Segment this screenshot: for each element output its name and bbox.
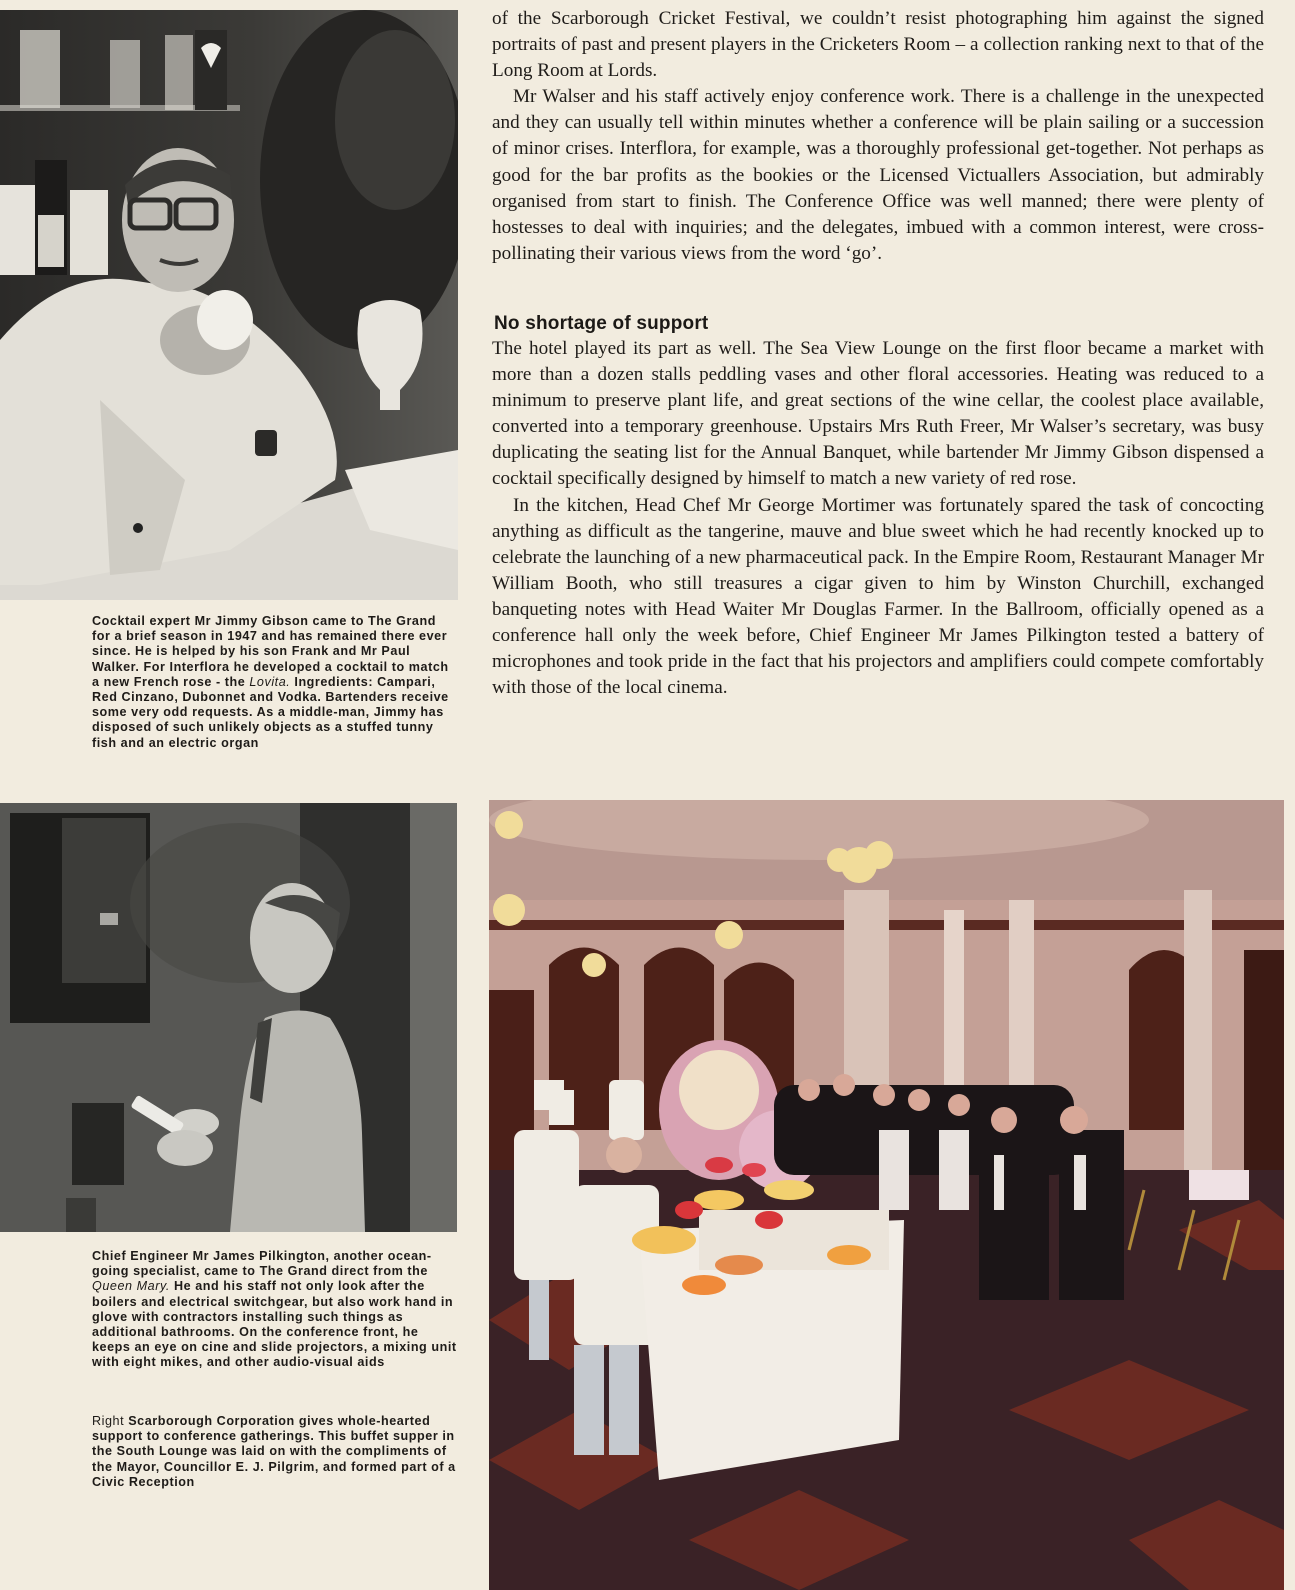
article-paragraph: In the kitchen, Head Chef Mr George Mortimer was fortunately spared the task of concocting anything as difficult as the tangerine, mauve and blue sweet which he had recently knocked up to celebrate the launching of a new pharmaceutical pack. In the Empire Room, Restaurant Manager Mr William Booth, who still treasures a cigar given to him by Winston Churchill, exchanged banqueting notes with Head Waiter Mr Douglas Farmer. In the Ballroom, officially opened as a conference hall only the week before, Chief Engineer Mr James Pilkington tested a battery of microphones and took pride in the fact that his projectors and amplifiers could compete comfortably with those of the local cinema.	[492, 494, 1264, 699]
caption-buffet-lead: Right	[92, 1414, 125, 1428]
caption-bartender	[92, 614, 457, 751]
caption-bartender-text-2: Ingredients: Campari, Red Cinzano, Dubonnet and Vodka. Bartenders receive some very odd requests. As a middle-man, Jimmy has disposed of such unlikely objects as a stuffed tunny fish and an electric organ	[92, 674, 449, 750]
caption-buffet-text: Scarborough Corporation gives whole-hearted support to conference gatherings. This buffet supper in the South Lounge was laid on with the compliments of the Mayor, Councillor E. J. Pilgrim, and formed part of a Civic Reception	[92, 1414, 456, 1489]
caption-bartender-text-1: Cocktail expert Mr Jimmy Gibson came to The Grand for a brief season in 1947 and has remained there ever since. He is helped by his son Frank and Mr Paul Walker. For Interflora he developed a cocktail to match a new French rose - the	[92, 614, 449, 689]
section-heading: No shortage of support	[494, 313, 709, 334]
caption-engineer	[92, 1249, 457, 1371]
photo-bartender	[0, 10, 458, 600]
article-paragraph: of the Scarborough Cricket Festival, we couldn’t resist photographing him against the signed portraits of past and present players in the Cricketers Room – a collection ranking next to that of the Long Room at Lords.	[492, 8, 1264, 82]
article-paragraph: Mr Walser and his staff actively enjoy conference work. There is a challenge in the unexpected and they can usually tell within minutes whether a conference will be plain sailing or a succession of minor crises. Interflora, for example, was a thoroughly professional get-together. Not perhaps as good for the bar profits as the bookies or the Licensed Victuallers Association, but admirably organised from start to finish. The Conference Office was well manned; there were plenty of hostesses to deal with inquiries; and the delegates, imbued with a common interest, were cross-pollinating their various views from the word ‘go’.	[492, 86, 1264, 264]
article-body-top	[492, 6, 1264, 267]
article-body-bottom	[492, 336, 1264, 701]
article-paragraph: The hotel played its part as well. The Sea View Lounge on the first floor became a market with more than a dozen stalls peddling vases and other floral accessories. Heating was reduced to a minimum to preserve plant life, and great sections of the wine cellar, the coolest place available, converted into a temporary greenhouse. Upstairs Mrs Ruth Freer, Mr Walser’s secretary, was busy duplicating the seating list for the Annual Banquet, while bartender Mr Jimmy Gibson dispensed a cocktail specifically designed by himself to match a new variety of red rose.	[492, 338, 1264, 490]
photo-engineer	[0, 803, 457, 1232]
photo-buffet-supper	[489, 800, 1284, 1590]
caption-engineer-text-2: He and his staff not only look after the boilers and electrical switchgear, but also work hand in glove with contractors installing such things as additional bathrooms. On the conference front, he keeps an eye on cine and slide projectors, a mixing unit with eight mikes, and other audio-visual aids	[92, 1279, 457, 1370]
caption-engineer-text-1: Chief Engineer Mr James Pilkington, another ocean-going specialist, came to The Grand direct from the	[92, 1249, 432, 1279]
caption-bartender-italic: Lovita.	[249, 674, 291, 689]
caption-engineer-italic: Queen Mary.	[92, 1279, 170, 1294]
caption-buffet	[92, 1414, 457, 1490]
